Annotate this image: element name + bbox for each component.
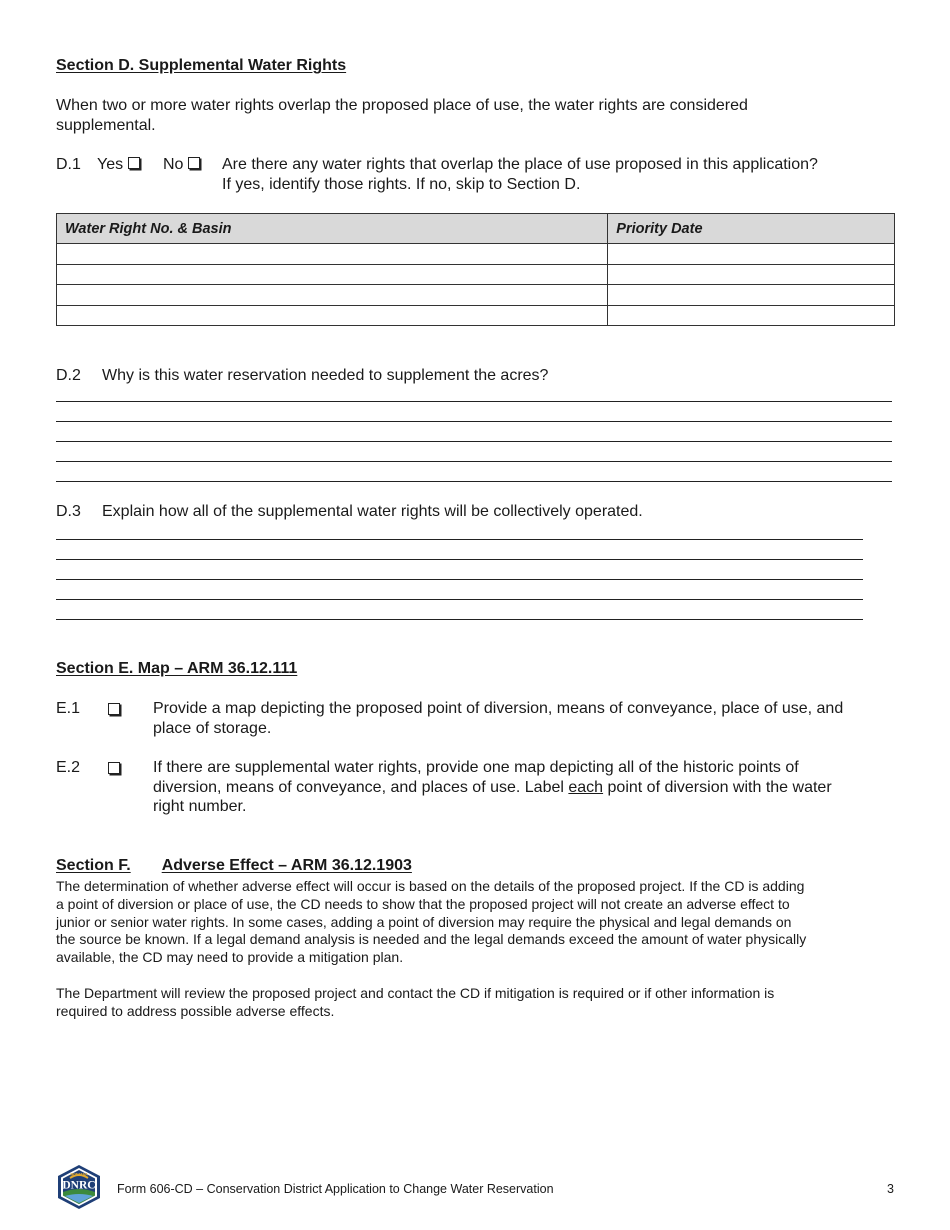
e1-checkbox[interactable] [108, 703, 120, 715]
water-right-cell[interactable] [57, 305, 608, 326]
d1-question-line: If yes, identify those rights. If no, skip to Section D. [222, 175, 581, 193]
d1-number: D.1 [56, 156, 81, 173]
paragraph-line: available, the CD may need to provide a mitigation plan. [56, 949, 404, 966]
water-rights-table [56, 213, 895, 326]
d1-question-line: Are there any water rights that overlap the place of use proposed in this application? [222, 156, 818, 173]
e2-text-line [153, 778, 903, 798]
e2-text-segment: diversion, means of conveyance, and places of use. Label [153, 778, 569, 796]
e2-text-line: If there are supplemental water rights, provide one map depicting all of the historic points of [153, 759, 799, 776]
e2-text-segment: point of diversion with the water [603, 778, 832, 796]
water-right-cell[interactable] [57, 244, 608, 265]
section-f-paragraph-1 [56, 878, 806, 967]
e2-checkbox[interactable] [108, 762, 120, 774]
d3-question: Explain how all of the supplemental water rights will be collectively operated. [102, 503, 643, 520]
d3-number: D.3 [56, 503, 81, 520]
section-d-intro [56, 96, 748, 135]
intro-line: When two or more water rights overlap the proposed place of use, the water rights are considered [56, 97, 748, 114]
section-f-paragraph-2 [56, 985, 774, 1021]
water-right-cell[interactable] [57, 264, 608, 285]
paragraph-line: a point of diversion or place of use, the CD needs to show that the proposed project will not create an adverse effect to [56, 895, 790, 912]
d1-yes-label: Yes [97, 156, 124, 173]
d2-answer-line[interactable] [56, 441, 892, 442]
footer-form-title: Form 606-CD – Conservation District Application to Change Water Reservation [117, 1182, 554, 1196]
d3-answer-line[interactable] [56, 599, 863, 600]
intro-line: supplemental. [56, 116, 156, 134]
section-e-heading: Section E. Map – ARM 36.12.111 [56, 660, 298, 677]
e2-emphasis-word: each [568, 778, 604, 796]
d2-number: D.2 [56, 367, 81, 384]
paragraph-line: The determination of whether adverse effect will occur is based on the details of the proposed project. If the CD is adding [56, 878, 805, 894]
d1-question [222, 155, 818, 194]
d3-answer-line[interactable] [56, 579, 863, 580]
d3-answer-line[interactable] [56, 619, 863, 620]
logo-text: DNRC [62, 1179, 96, 1192]
e2-number: E.2 [56, 759, 81, 776]
e2-text-line: right number. [153, 798, 247, 815]
paragraph-line: The Department will review the proposed project and contact the CD if mitigation is required or if other information is [56, 985, 775, 1001]
d2-answer-line[interactable] [56, 461, 892, 462]
dnrc-logo [55, 1164, 103, 1210]
priority-date-cell[interactable] [608, 264, 895, 285]
d1-yes-checkbox[interactable] [128, 157, 140, 169]
d1-no-option[interactable] [163, 155, 200, 175]
priority-date-cell[interactable] [608, 285, 895, 306]
d2-answer-line[interactable] [56, 481, 892, 482]
d2-answer-line[interactable] [56, 421, 892, 422]
d2-answer-line[interactable] [56, 401, 892, 402]
paragraph-line: junior or senior water rights. In some cases, adding a point of diversion may require the physical and legal demands on [56, 913, 792, 930]
d3-answer-line[interactable] [56, 559, 863, 560]
section-f-label: Section F. [56, 857, 131, 874]
section-d-heading: Section D. Supplemental Water Rights [56, 57, 347, 74]
table-row [57, 305, 895, 326]
paragraph-line: the source be known. If a legal demand analysis is needed and the legal demands exceed the amount of water physically [56, 931, 807, 948]
d2-question: Why is this water reservation needed to supplement the acres? [102, 367, 549, 384]
e1-number: E.1 [56, 700, 81, 717]
table-row [57, 264, 895, 285]
e1-text [153, 699, 903, 738]
water-right-column-header: Water Right No. & Basin [57, 214, 608, 244]
priority-date-cell[interactable] [608, 244, 895, 265]
d3-answer-line[interactable] [56, 539, 863, 540]
paragraph-line: required to address possible adverse effects. [56, 1002, 335, 1019]
section-f-title: Adverse Effect – ARM 36.12.1903 [161, 857, 412, 874]
priority-date-cell[interactable] [608, 305, 895, 326]
e2-text [153, 758, 903, 817]
d1-no-label: No [163, 156, 184, 173]
table-header-row [57, 214, 895, 244]
page-number: 3 [887, 1182, 894, 1196]
logo-arc-text: MONTANA [70, 1172, 88, 1177]
e1-text-line: place of storage. [153, 719, 272, 737]
priority-date-column-header: Priority Date [608, 214, 895, 244]
section-f-heading [56, 857, 412, 875]
water-right-cell[interactable] [57, 285, 608, 306]
d1-yes-option[interactable] [97, 155, 140, 175]
e1-text-line: Provide a map depicting the proposed point of diversion, means of conveyance, place of use, and [153, 700, 844, 717]
d1-no-checkbox[interactable] [188, 157, 200, 169]
table-row [57, 244, 895, 265]
table-row [57, 285, 895, 306]
